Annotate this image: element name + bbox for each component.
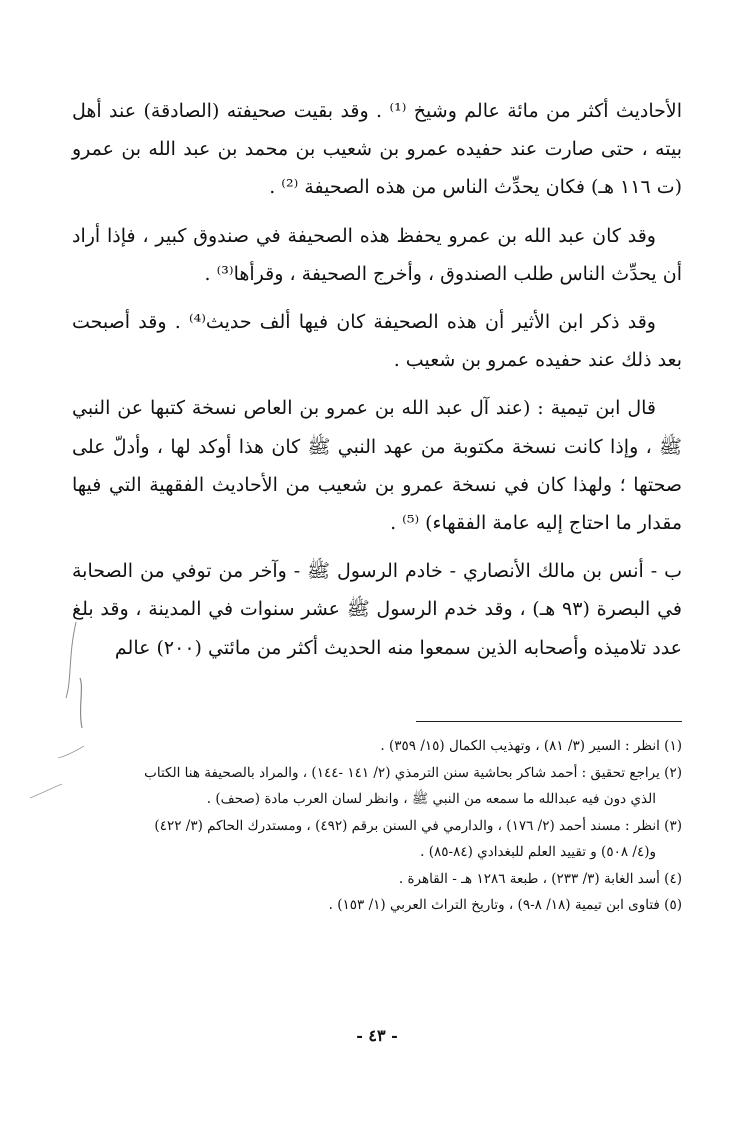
footnote-2: (٢) يراجع تحقيق : أحمد شاكر بحاشية سنن الترمذي (٢/ ١٤١ -١٤٤) ، والمراد بالصحيفة هنا الكتاب — [144, 764, 682, 781]
footnote-1: (١) انظر : السير (٣/ ٨١) ، وتهذيب الكمال (١٥/ ٣٥٩) . — [380, 738, 682, 754]
page-number: - ٤٣ - — [356, 1026, 398, 1045]
paragraph-5: ب - أنس بن مالك الأنصاري - خادم الرسول ﷺ - وآخر من توفي من الصحابة في البصرة (٩٣ هـ) ، وقد خدم الرسول ﷺ عشر سنوات في المدينة ، وقد بلغ عدد تلاميذه وأصحابه الذين سمعوا منه الحديث أكثر من مائتي (٢٠٠) عالم — [72, 560, 682, 659]
footnote-separator — [416, 721, 682, 722]
main-text — [72, 92, 682, 677]
footnote-5: (٥) فتاوى ابن تيمية (١٨/ ٨-٩) ، وتاريخ التراث العربي (١/ ١٥٣) . — [328, 897, 682, 913]
footnote-2-continued: الذي دون فيه عبدالله ما سمعه من النبي ﷺ ، وانظر لسان العرب مادة (صحف) . — [206, 791, 656, 807]
footnote-4: (٤) أسد الغابة (٣/ ٢٣٣) ، طبعة ١٢٨٦ هـ - القاهرة . — [398, 870, 682, 887]
footnote-3: (٣) انظر : مسند أحمد (٢/ ١٧٦) ، والدارمي في السنن برقم (٤٩٢) ، ومستدرك الحاكم (٣/ ٤٢٢) — [154, 817, 682, 834]
paragraph-2: وقد كان عبد الله بن عمرو يحفظ هذه الصحيفة في صندوق كبير ، فإذا أراد أن يحدِّث الناس طلب الصندوق ، وأخرج الصحيفة ، وقرأها⁽³⁾ . — [72, 224, 682, 285]
footnote-3-continued: و(٤/ ٥٠٨) و تقييد العلم للبغدادي (٨٤-٨٥) . — [420, 844, 656, 860]
paragraph-4: قال ابن تيمية : (عند آل عبد الله بن عمرو بن العاص نسخة كتبها عن النبي ﷺ ، وإذا كانت نسخة مكتوبة من عهد النبي ﷺ كان هذا أوكد لها ، وأدلّ على صحتها ؛ ولهذا كان في نسخة عمرو بن شعيب من الأحاديث الفقهية التي فيها مقدار ما احتاج إليه عامة الفقهاء) ⁽⁵⁾ . — [72, 397, 682, 535]
paragraph-1: الأحاديث أكثر من مائة عالم وشيخ ⁽¹⁾ . وقد بقيت صحيفته (الصادقة) عند أهل بيته ، حتى صارت عند حفيده عمرو بن شعيب بن محمد بن عبد الله بن عمرو (ت ١١٦ هـ) فكان يحدِّث الناس من هذه الصحيفة ⁽²⁾ . — [72, 100, 682, 199]
paragraph-3: وقد ذكر ابن الأثير أن هذه الصحيفة كان فيها ألف حديث⁽⁴⁾ . وقد أصبحت بعد ذلك عند حفيده عمرو بن شعيب . — [72, 311, 682, 372]
footnotes — [68, 733, 682, 919]
